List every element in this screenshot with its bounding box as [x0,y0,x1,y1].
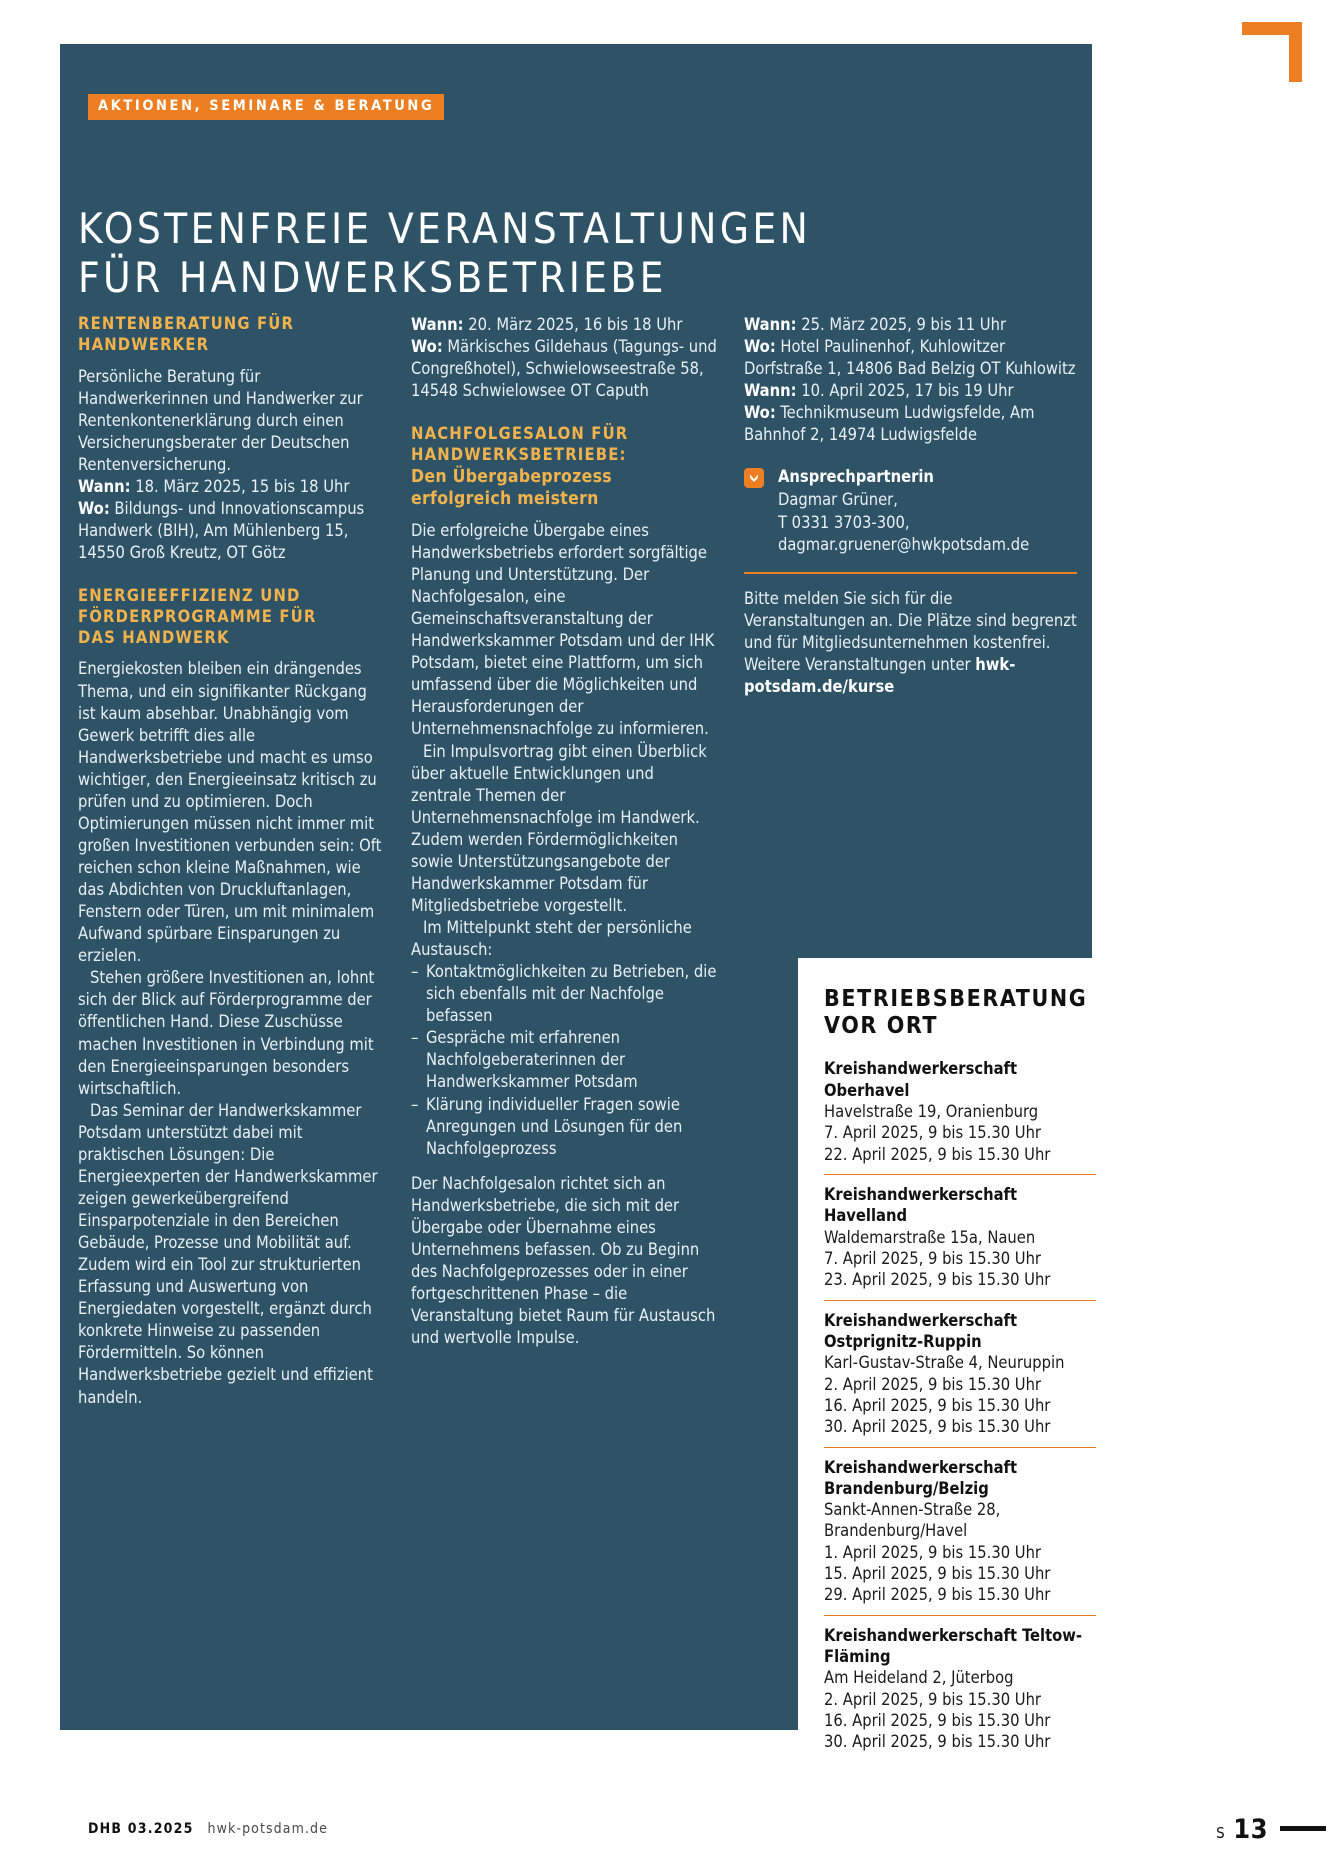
heading-energieeffizienz [78,586,385,648]
wo-value: Technikmuseum Ludwigsfelde, Am Bahnhof 2, 14974 Ludwigsfelde [744,403,1035,445]
main-content-panel [60,44,1092,1752]
heading-energieeffizienz-line-1: ENERGIEEFFIZIENZ UND [78,586,301,606]
kreishandwerkerschaft-address: Am Heideland 2, Jüterbog [824,1668,1014,1688]
list-item [824,1174,1096,1291]
wann-label: Wann: [744,315,797,334]
kreishandwerkerschaft-date: 23. April 2025, 9 bis 15.30 Uhr [824,1270,1051,1290]
list-item [824,1447,1096,1606]
wo-label: Wo: [411,337,443,357]
contact-email[interactable]: dagmar.gruener@hwkpotsdam.de [778,534,1030,554]
belzig-event-details [744,314,1077,380]
kreishandwerkerschaft-name: Kreishandwerkerschaft Havelland [824,1184,1018,1226]
list-item [824,1300,1096,1438]
kreishandwerkerschaft-date: 30. April 2025, 9 bis 15.30 Uhr [824,1417,1051,1437]
kreishandwerkerschaft-date: 2. April 2025, 9 bis 15.30 Uhr [824,1689,1041,1709]
heading-nachfolgesalon-sub-1: Den Übergabeprozess [411,466,612,487]
wann-value: 20. März 2025, 16 bis 18 Uhr [468,315,683,334]
kreishandwerkerschaft-address: Sankt-Annen-Straße 28, Brandenburg/Havel [824,1500,1001,1541]
heading-energieeffizienz-line-3: DAS HANDWERK [78,627,230,647]
list-item: – Kontaktmöglichkeiten zu Betrieben, die sich ebenfalls mit der Nachfolge befassen [411,961,718,1027]
nachfolge-bullet-list [411,961,718,1160]
footer-page-indicator [1216,1814,1268,1845]
kreishandwerkerschaft-address: Karl-Gustav-Straße 4, Neuruppin [824,1353,1065,1373]
footer-website[interactable]: hwk-potsdam.de [207,1821,329,1837]
orange-divider [744,572,1077,574]
heading-rentenberatung [78,314,385,356]
page-title-line-1: KOSTENFREIE VERANSTALTUNGEN [78,204,812,253]
contact-block [744,466,1077,555]
wo-label: Wo: [744,403,776,423]
arrow-down-right-icon [744,468,764,488]
wo-label: Wo: [744,337,776,357]
kreishandwerkerschaft-address: Havelstraße 19, Oranienburg [824,1101,1039,1121]
column-two [411,314,744,1409]
rentenberatung-paragraph: Persönliche Beratung für Handwerkerinnen und Handwerker zur Rentenkontenerklärung durch einen Versicherungsberater der Deutschen Rentenversicherung. [78,366,363,474]
kreishandwerkerschaft-date: 16. April 2025, 9 bis 15.30 Uhr [824,1395,1051,1415]
kreishandwerkerschaft-name: Kreishandwerkerschaft Ostprignitz-Ruppin [824,1310,1018,1351]
energie-paragraph-1: Energiekosten bleiben ein drängendes Thema, und ein signifikanter Rückgang ist kaum absehbar. Unabhängig vom Gewerk betrifft dies alle Handwerksbetriebe und macht es umso wichtiger, den Energieeinsatz kritisch zu prüfen und zu optimieren. Doch Optimierungen müssen nicht immer mit großen Investitionen verbunden sein: Oft reichen schon kleine Maßnahmen, wie das Abdichten von Druckluftanlagen, Fenstern oder Türen, um mit minimalem Aufwand spürbare Einsparungen zu erzielen. [78,659,382,966]
kreishandwerkerschaft-date: 29. April 2025, 9 bis 15.30 Uhr [824,1585,1051,1605]
page-title [78,204,1058,302]
nachfolge-paragraph-3: Im Mittelpunkt steht der persönliche Austausch: [411,918,692,960]
betriebsberatung-heading-line-1: BETRIEBSBERATUNG [824,986,1088,1012]
list-item: – Klärung individueller Fragen sowie Anregungen und Lösungen für den Nachfolgeprozess [411,1094,718,1160]
wo-label: Wo: [78,498,110,518]
nachfolge-paragraph-2: Ein Impulsvortrag gibt einen Überblick über aktuelle Entwicklungen und zentrale Themen der Unternehmensnachfolge im Handwerk. Zudem werden Fördermöglichkeiten sowie Unterstützungsangebote der Handwerkskammer Potsdam für Mitgliedsbetriebe vorgestellt. [411,741,707,915]
heading-rentenberatung-line-1: RENTENBERATUNG FÜR [78,314,295,333]
heading-energieeffizienz-line-2: FÖRDERPROGRAMME FÜR [78,606,317,626]
kreishandwerkerschaft-date: 16. April 2025, 9 bis 15.30 Uhr [824,1711,1051,1731]
kreishandwerkerschaft-address: Waldemarstraße 15a, Nauen [824,1227,1036,1247]
list-item [824,1058,1096,1165]
footer-rule-decoration [1280,1826,1326,1831]
contact-role: Ansprechpartnerin [778,467,934,487]
column-one [78,314,411,1409]
heading-nachfolgesalon [411,424,718,510]
kreishandwerkerschaft-date: 15. April 2025, 9 bis 15.30 Uhr [824,1564,1051,1584]
wann-value: 10. April 2025, 17 bis 19 Uhr [801,381,1014,401]
corner-bracket-vertical [1289,22,1302,82]
wann-value: 18. März 2025, 15 bis 18 Uhr [135,476,350,496]
courses-link[interactable]: hwk-potsdam.de/kurse [744,654,1016,696]
contact-phone[interactable]: T 0331 3703-300, [778,512,910,532]
betriebsberatung-heading-line-2: VOR ORT [824,1013,939,1040]
energie-paragraph-2: Stehen größere Investitionen an, lohnt sich der Blick auf Förderprogramme der öffentlichen Hand. Diese Zuschüsse machen Investitionen in Verbindung mit den Energieeinsparungen besonders wirtschaftlich. [78,968,375,1098]
wo-value: Hotel Paulinenhof, Kuhlowitzer Dorfstraße 1, 14806 Bad Belzig OT Kuhlowitz [744,337,1076,379]
wann-value: 25. März 2025, 9 bis 11 Uhr [801,315,1007,334]
kreishandwerkerschaft-name: Kreishandwerkerschaft Brandenburg/Belzig [824,1457,1018,1498]
heading-nachfolgesalon-line-1: NACHFOLGESALON FÜR [411,424,629,444]
list-item: – Gespräche mit erfahrenen Nachfolgeberaterinnen der Handwerkskammer Potsdam [411,1027,718,1093]
ludwigsfelde-event-details [744,380,1077,446]
nachfolge-paragraph-1: Die erfolgreiche Übergabe eines Handwerksbetriebs erfordert sorgfältige Planung und Unterstützung. Der Nachfolgesalon, eine Gemeinschaftsveranstaltung der Handwerkskammer Potsdam und der IHK Potsdam, bietet eine Plattform, um sich umfassend über die Möglichkeiten und Herausforderungen der Unternehmensnachfolge zu informieren. [411,520,715,739]
registration-note [744,588,1077,698]
registration-note-text: Bitte melden Sie sich für die Veranstaltungen an. Die Plätze sind begrenzt und für Mitgliedsunternehmen kostenfrei. Weitere Veranstaltungen unter [744,588,1077,674]
list-item [824,1615,1096,1753]
kreishandwerkerschaft-date: 30. April 2025, 9 bis 15.30 Uhr [824,1732,1051,1752]
footer-page-number: 13 [1233,1814,1268,1845]
kreishandwerkerschaft-date: 1. April 2025, 9 bis 15.30 Uhr [824,1542,1041,1562]
nachfolge-paragraph-4: Der Nachfolgesalon richtet sich an Handwerksbetriebe, die sich mit der Übergabe oder Übernahme eines Unternehmens befassen. Ob zu Beginn des Nachfolgeprozesses oder in einer fortgeschrittenen Phase – die Veranstaltung bietet Raum für Austausch und wertvolle Impulse. [411,1173,716,1348]
kreishandwerkerschaft-date: 7. April 2025, 9 bis 15.30 Uhr [824,1248,1041,1268]
footer-issue: DHB 03.2025 [88,1821,194,1837]
kreishandwerkerschaft-date: 2. April 2025, 9 bis 15.30 Uhr [824,1374,1041,1394]
corner-bracket-decoration [1242,22,1302,82]
rentenberatung-event-details [78,476,385,564]
wann-label: Wann: [744,381,797,401]
heading-nachfolgesalon-sub-2: erfolgreich meistern [411,488,599,509]
heading-nachfolgesalon-line-2: HANDWERKSBETRIEBE: [411,445,627,465]
contact-name: Dagmar Grüner, [778,490,898,510]
betriebsberatung-heading [824,986,1096,1040]
kreishandwerkerschaft-name: Kreishandwerkerschaft Teltow-Fläming [824,1625,1083,1667]
footer-left [88,1821,328,1837]
caputh-event-details [411,314,718,402]
betriebsberatung-panel [798,958,1120,1779]
kreishandwerkerschaft-date: 7. April 2025, 9 bis 15.30 Uhr [824,1123,1041,1143]
energie-paragraph-3: Das Seminar der Handwerkskammer Potsdam unterstützt dabei mit praktischen Lösungen: Die Energieexperten der Handwerkskammer zeigen gewerkeübergreifend Einsparpotenziale in den Bereichen Gebäude, Prozesse und Mobilität auf. Zudem wird ein Tool zur strukturierten Erfassung und Auswertung von Energiedaten vorgestellt, ergänzt durch konkrete Hinweise zu passenden Fördermitteln. So können Handwerksbetriebe gezielt und effizient handeln. [78,1100,378,1407]
wann-label: Wann: [78,476,131,496]
heading-rentenberatung-line-2: HANDWERKER [78,334,210,354]
kreishandwerkerschaft-date: 22. April 2025, 9 bis 15.30 Uhr [824,1144,1051,1164]
wo-value: Märkisches Gildehaus (Tagungs- und Congreßhotel), Schwielowseestraße 58, 14548 Schwielowsee OT Caputh [411,337,717,401]
wo-value: Bildungs- und Innovationscampus Handwerk (BIH), Am Mühlenberg 15, 14550 Groß Kreutz, OT Götz [78,498,365,563]
wann-label: Wann: [411,315,464,334]
kreishandwerkerschaft-name: Kreishandwerkerschaft Oberhavel [824,1059,1018,1100]
footer-page-prefix: S [1216,1824,1226,1842]
section-kicker-label: AKTIONEN, SEMINARE & BERATUNG [88,94,444,120]
page-title-line-2: FÜR HANDWERKSBETRIEBE [78,253,667,303]
